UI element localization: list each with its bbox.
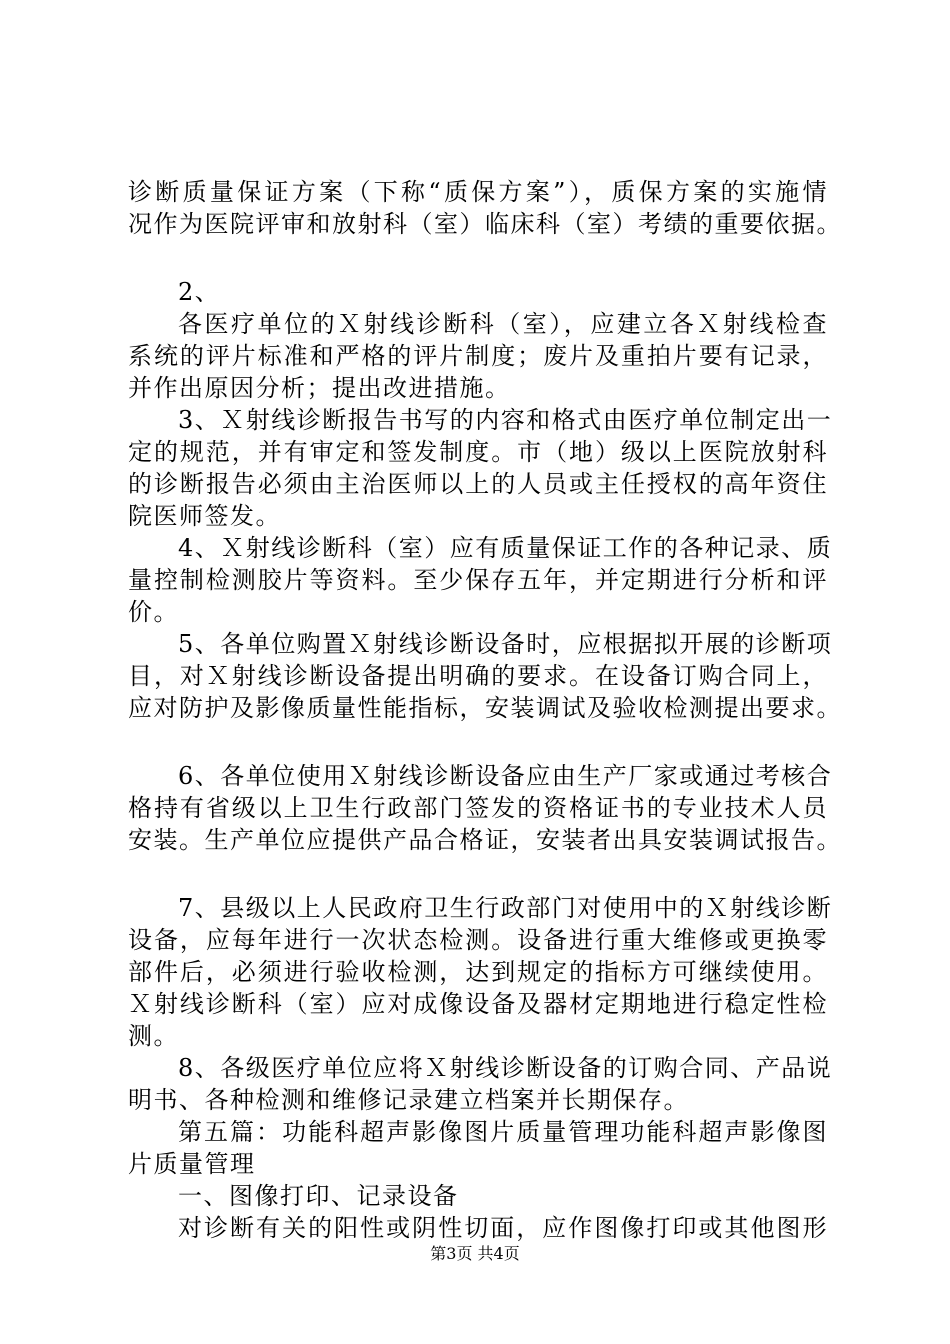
text-line: 7、县级以上人民政府卫生行政部门对使用中的Ｘ射线诊断 bbox=[178, 894, 833, 922]
text-line: 3、Ｘ射线诊断报告书写的内容和格式由医疗单位制定出一 bbox=[178, 406, 833, 434]
text-line: 量控制检测胶片等资料。至少保存五年，并定期进行分析和评 bbox=[128, 566, 828, 594]
text-line: 应对防护及影像质量性能指标，安装调试及验收检测提出要求。 bbox=[128, 694, 842, 722]
text-line: 的诊断报告必须由主治医师以上的人员或主任授权的高年资住 bbox=[128, 470, 828, 498]
text-line: 6、各单位使用Ｘ射线诊断设备应由生产厂家或通过考核合 bbox=[178, 762, 833, 790]
text-line: 2、 bbox=[178, 278, 221, 306]
text-line: 况作为医院评审和放射科（室）临床科（室）考绩的重要依据。 bbox=[128, 210, 842, 238]
document-body bbox=[128, 176, 842, 1244]
section-heading-line: 片质量管理 bbox=[128, 1150, 256, 1178]
text-line: 院医师签发。 bbox=[128, 502, 281, 530]
page-footer: 第3页 共4页 bbox=[430, 1244, 520, 1263]
text-line: 定的规范，并有审定和签发制度。市（地）级以上医院放射科 bbox=[128, 438, 828, 466]
text-line: 安装。生产单位应提供产品合格证，安装者出具安装调试报告。 bbox=[128, 826, 842, 854]
text-line: 对诊断有关的阳性或阴性切面，应作图像打印或其他图形 bbox=[178, 1214, 828, 1242]
subheading-line: 一、图像打印、记录设备 bbox=[178, 1182, 459, 1210]
text-line: 4、Ｘ射线诊断科（室）应有质量保证工作的各种记录、质 bbox=[178, 534, 833, 562]
text-line: Ｘ射线诊断科（室）应对成像设备及器材定期地进行稳定性检 bbox=[128, 990, 828, 1018]
text-line: 目，对Ｘ射线诊断设备提出明确的要求。在设备订购合同上， bbox=[128, 662, 828, 690]
text-line: 系统的评片标准和严格的评片制度；废片及重拍片要有记录， bbox=[128, 342, 828, 370]
text-line: 部件后，必须进行验收检测，达到规定的指标方可继续使用。 bbox=[128, 958, 828, 986]
text-line: 明书、各种检测和维修记录建立档案并长期保存。 bbox=[128, 1086, 689, 1114]
text-line: 测。 bbox=[128, 1022, 179, 1050]
text-line: 5、各单位购置Ｘ射线诊断设备时，应根据拟开展的诊断项 bbox=[178, 630, 833, 658]
section-heading-line: 第五篇：功能科超声影像图片质量管理功能科超声影像图 bbox=[178, 1118, 828, 1146]
text-line: 诊断质量保证方案（下称“质保方案”），质保方案的实施情 bbox=[128, 178, 828, 206]
text-line: 并作出原因分析；提出改进措施。 bbox=[128, 374, 511, 402]
text-line: 8、各级医疗单位应将Ｘ射线诊断设备的订购合同、产品说 bbox=[178, 1054, 833, 1082]
text-line: 各医疗单位的Ｘ射线诊断科（室），应建立各Ｘ射线检查 bbox=[178, 310, 828, 338]
text-line: 设备，应每年进行一次状态检测。设备进行重大维修或更换零 bbox=[128, 926, 828, 954]
text-line: 价。 bbox=[128, 598, 179, 626]
text-line: 格持有省级以上卫生行政部门签发的资格证书的专业技术人员 bbox=[128, 794, 828, 822]
